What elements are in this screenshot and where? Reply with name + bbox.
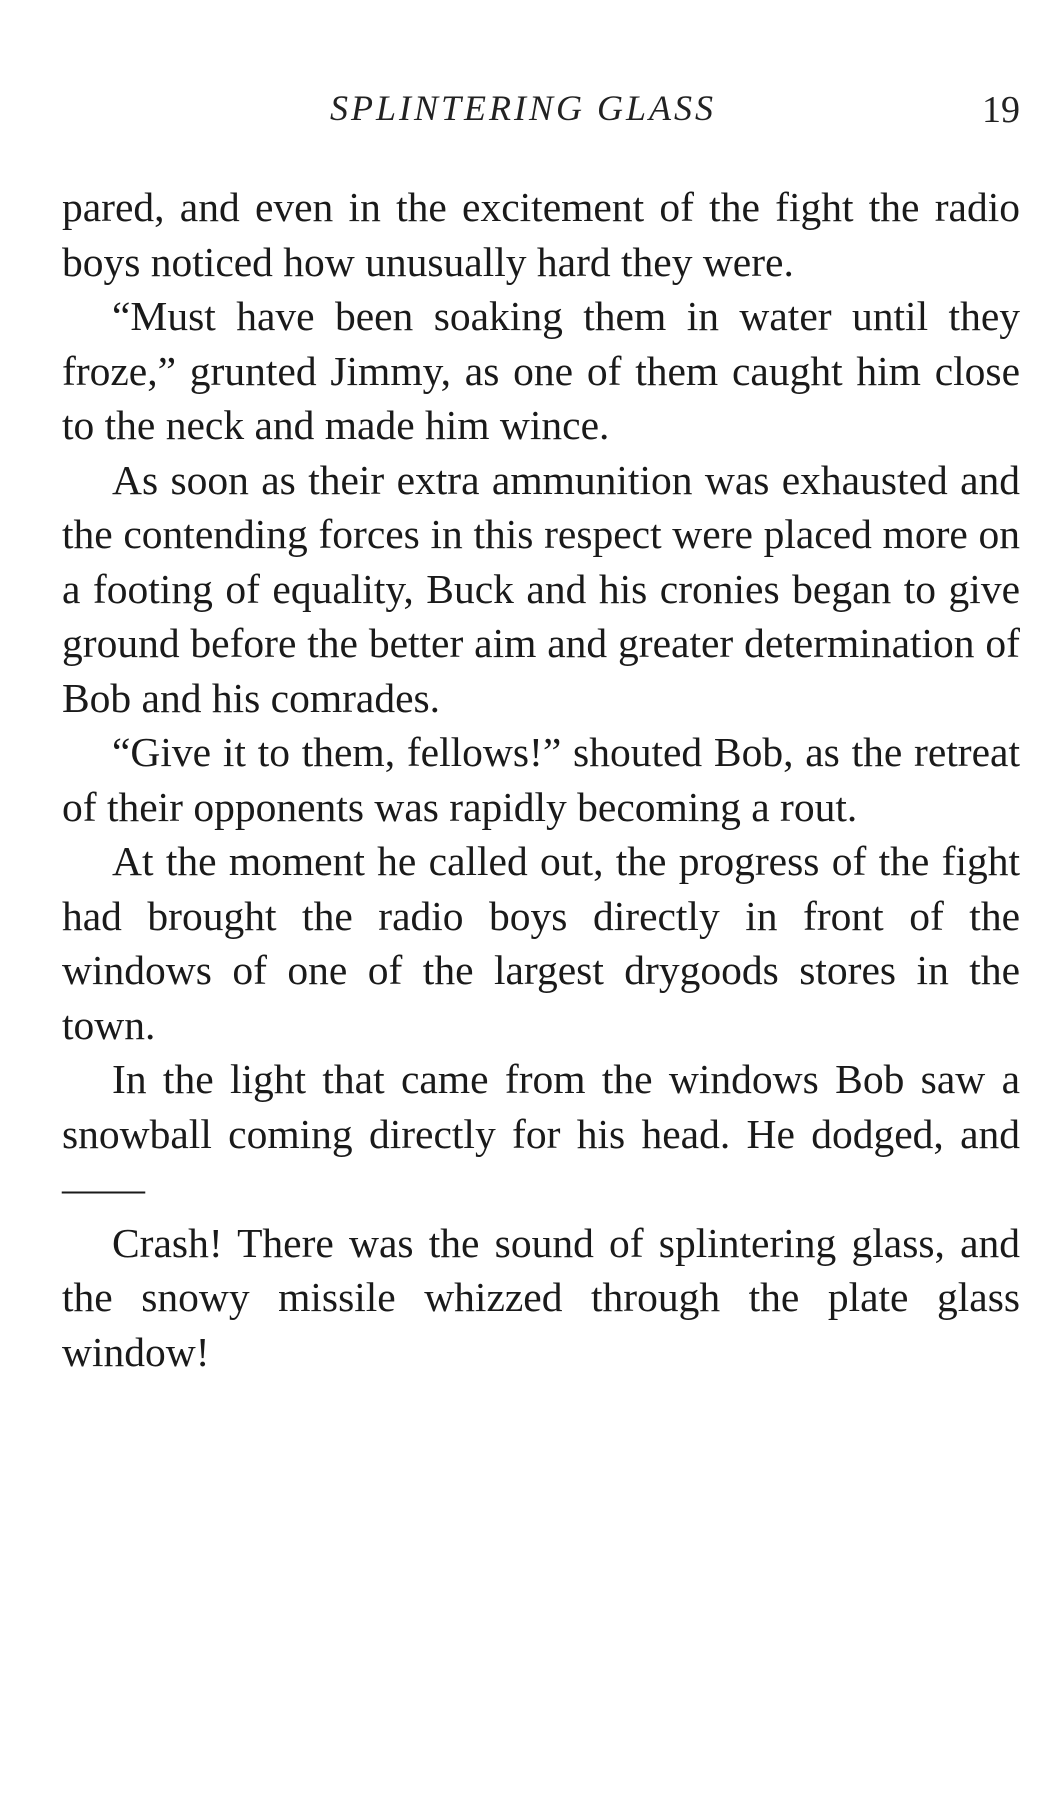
paragraph: As soon as their extra ammunition was exhausted and the contending forces in this respect were placed more on a footing of equality, Buck and his cronies began to give ground before the better aim and greater determination of Bob and his comrades. xyxy=(62,456,1020,721)
paragraph: pared, and even in the excitement of the fight the radio boys noticed how unusually hard they were. xyxy=(62,184,1020,285)
paragraph: “Must have been soaking them in water until they froze,” grunted Jimmy, as one of them caught him close to the neck and made him wince. xyxy=(62,293,1020,448)
paragraph: At the moment he called out, the progress of the fight had brought the radio boys directly in front of the windows of one of the largest drygoods stores in the town. xyxy=(62,838,1020,1048)
running-title: SPLINTERING GLASS xyxy=(330,88,717,128)
body-text xyxy=(62,180,1020,1379)
paragraph: In the light that came from the windows Bob saw a snowball coming directly for his head. He dodged, and—— xyxy=(62,1056,1020,1211)
running-header xyxy=(60,88,1020,148)
paragraph: Crash! There was the sound of splintering glass, and the snowy missile whizzed through the plate glass window! xyxy=(62,1219,1020,1375)
paragraph: “Give it to them, fellows!” shouted Bob, as the retreat of their opponents was rapidly becoming a rout. xyxy=(62,729,1020,830)
page-number: 19 xyxy=(982,89,1020,131)
